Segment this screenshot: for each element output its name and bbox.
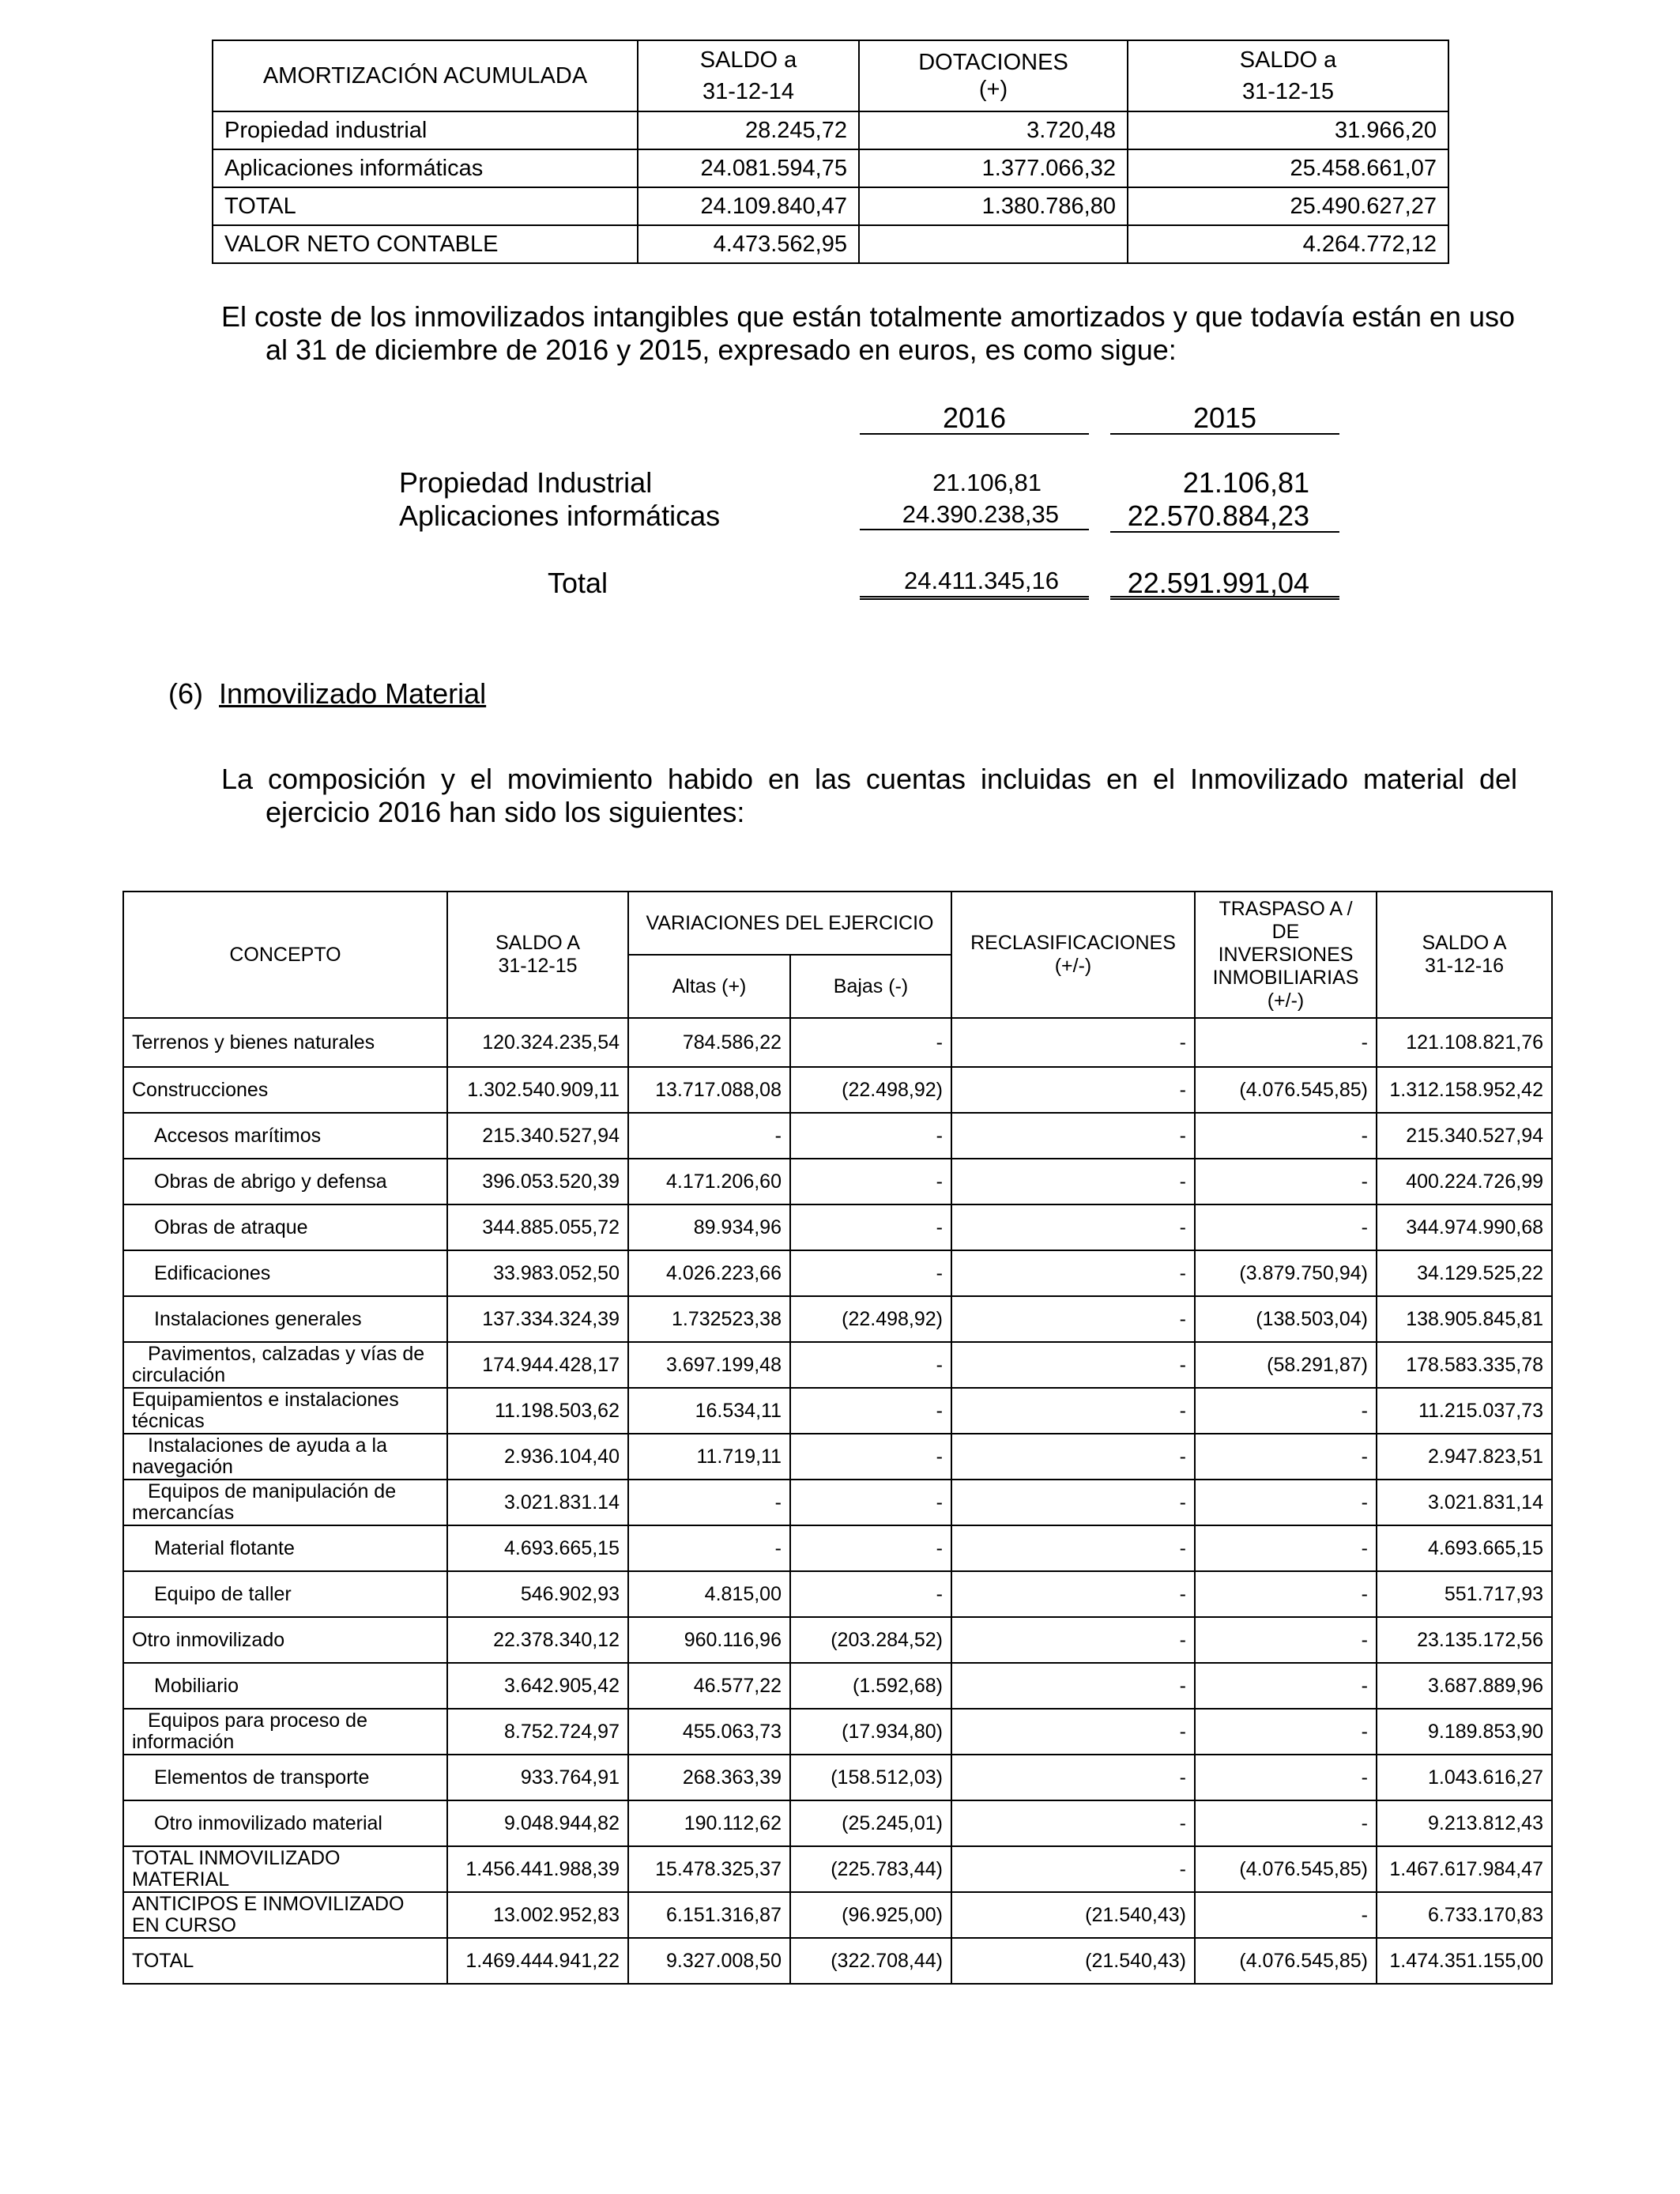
material-cell-saldo15: 11.198.503,62 xyxy=(447,1388,628,1434)
material-cell-concepto: Instalaciones de ayuda a la navegación xyxy=(123,1434,447,1480)
material-cell-saldo15: 546.902,93 xyxy=(447,1571,628,1617)
material-cell-traspaso: (3.879.750,94) xyxy=(1195,1250,1377,1296)
material-cell-reclas: - xyxy=(951,1480,1195,1525)
material-cell-saldo16: 11.215.037,73 xyxy=(1377,1388,1552,1434)
material-cell-bajas: - xyxy=(790,1434,951,1480)
material-row xyxy=(123,1800,1552,1846)
amortization-header-saldo-14: SALDO a 31-12-14 xyxy=(638,40,859,111)
material-cell-concepto: TOTAL xyxy=(123,1938,447,1984)
material-cell-reclas: - xyxy=(951,1250,1195,1296)
material-cell-concepto: Material flotante xyxy=(123,1525,447,1571)
amortization-cell-saldo-14: 24.109.840,47 xyxy=(638,187,859,225)
material-cell-saldo15: 3.021.831.14 xyxy=(447,1480,628,1525)
amortization-cell-label: Propiedad industrial xyxy=(213,111,638,149)
amortization-header-concept: AMORTIZACIÓN ACUMULADA xyxy=(213,40,638,111)
amortization-row xyxy=(213,225,1448,263)
material-cell-traspaso: - xyxy=(1195,1113,1377,1159)
material-intro-line2: ejercicio 2016 han sido los siguientes: xyxy=(266,796,745,828)
material-cell-reclas: - xyxy=(951,1846,1195,1892)
summary-2016-aplicaciones: 24.390.238,35 xyxy=(860,500,1089,530)
material-cell-saldo16: 1.474.351.155,00 xyxy=(1377,1938,1552,1984)
material-cell-altas: 89.934,96 xyxy=(628,1204,790,1250)
material-cell-saldo15: 8.752.724,97 xyxy=(447,1709,628,1755)
material-cell-saldo15: 22.378.340,12 xyxy=(447,1617,628,1663)
material-row xyxy=(123,1892,1552,1938)
material-row xyxy=(123,1846,1552,1892)
material-cell-bajas: - xyxy=(790,1159,951,1204)
material-cell-bajas: (22.498,92) xyxy=(790,1067,951,1113)
material-row xyxy=(123,1617,1552,1663)
material-cell-bajas: (17.934,80) xyxy=(790,1709,951,1755)
material-cell-bajas: - xyxy=(790,1571,951,1617)
material-cell-reclas: - xyxy=(951,1434,1195,1480)
material-cell-traspaso: (138.503,04) xyxy=(1195,1296,1377,1342)
material-cell-reclas: (21.540,43) xyxy=(951,1938,1195,1984)
material-cell-concepto: Pavimentos, calzadas y vías de circulación xyxy=(123,1342,447,1388)
amortization-cell-label: Aplicaciones informáticas xyxy=(213,149,638,187)
material-cell-saldo15: 33.983.052,50 xyxy=(447,1250,628,1296)
section-heading xyxy=(168,677,486,711)
amortization-cell-dotaciones xyxy=(859,225,1128,263)
material-row xyxy=(123,1113,1552,1159)
material-cell-saldo15: 13.002.952,83 xyxy=(447,1892,628,1938)
amortization-header-row xyxy=(213,40,1448,111)
material-cell-altas: - xyxy=(628,1113,790,1159)
material-cell-traspaso: (4.076.545,85) xyxy=(1195,1067,1377,1113)
material-row xyxy=(123,1018,1552,1067)
amortization-cell-saldo-14: 28.245,72 xyxy=(638,111,859,149)
amortization-table xyxy=(212,40,1449,264)
material-cell-concepto: Equipamientos e instalaciones técnicas xyxy=(123,1388,447,1434)
material-cell-saldo15: 4.693.665,15 xyxy=(447,1525,628,1571)
amortization-cell-saldo-15: 4.264.772,12 xyxy=(1128,225,1448,263)
material-cell-saldo15: 3.642.905,42 xyxy=(447,1663,628,1709)
material-row xyxy=(123,1571,1552,1617)
material-cell-reclas: - xyxy=(951,1018,1195,1067)
material-cell-saldo16: 34.129.525,22 xyxy=(1377,1250,1552,1296)
material-cell-concepto: Accesos marítimos xyxy=(123,1113,447,1159)
amortization-cell-saldo-15: 25.490.627,27 xyxy=(1128,187,1448,225)
material-cell-concepto: Elementos de transporte xyxy=(123,1755,447,1800)
section-number: (6) xyxy=(168,677,203,710)
material-row xyxy=(123,1755,1552,1800)
material-cell-traspaso: - xyxy=(1195,1663,1377,1709)
material-cell-altas: 784.586,22 xyxy=(628,1018,790,1067)
material-cell-traspaso: - xyxy=(1195,1204,1377,1250)
material-cell-altas: - xyxy=(628,1525,790,1571)
material-row xyxy=(123,1067,1552,1113)
material-cell-bajas: - xyxy=(790,1388,951,1434)
material-cell-concepto: Obras de abrigo y defensa xyxy=(123,1159,447,1204)
material-cell-bajas: (203.284,52) xyxy=(790,1617,951,1663)
summary-label-aplicaciones: Aplicaciones informáticas xyxy=(399,499,721,532)
material-cell-reclas: - xyxy=(951,1067,1195,1113)
summary-total-label: Total xyxy=(548,567,608,599)
material-cell-traspaso: - xyxy=(1195,1388,1377,1434)
material-cell-reclas: - xyxy=(951,1525,1195,1571)
material-cell-altas: 11.719,11 xyxy=(628,1434,790,1480)
material-cell-altas: 1.732523,38 xyxy=(628,1296,790,1342)
material-cell-reclas: - xyxy=(951,1571,1195,1617)
material-cell-reclas: - xyxy=(951,1204,1195,1250)
summary-total-2016: 24.411.345,16 xyxy=(860,567,1089,600)
material-cell-concepto: Equipos para proceso de información xyxy=(123,1709,447,1755)
material-cell-saldo16: 3.687.889,96 xyxy=(1377,1663,1552,1709)
material-cell-bajas: (96.925,00) xyxy=(790,1892,951,1938)
amortization-cell-saldo-15: 31.966,20 xyxy=(1128,111,1448,149)
material-cell-reclas: - xyxy=(951,1342,1195,1388)
material-cell-reclas: - xyxy=(951,1800,1195,1846)
material-cell-saldo16: 138.905.845,81 xyxy=(1377,1296,1552,1342)
intangible-note-paragraph xyxy=(221,300,1517,367)
material-cell-saldo16: 1.467.617.984,47 xyxy=(1377,1846,1552,1892)
material-row xyxy=(123,1388,1552,1434)
material-cell-saldo15: 137.334.324,39 xyxy=(447,1296,628,1342)
material-header-altas: Altas (+) xyxy=(628,955,790,1018)
summary-2015-propiedad: 21.106,81 xyxy=(1182,466,1309,499)
material-cell-traspaso: - xyxy=(1195,1434,1377,1480)
summary-year-2015: 2015 xyxy=(1110,401,1339,435)
material-row xyxy=(123,1204,1552,1250)
material-header-saldo-15: SALDO A 31-12-15 xyxy=(447,892,628,1018)
material-cell-altas: 4.815,00 xyxy=(628,1571,790,1617)
material-cell-traspaso: (58.291,87) xyxy=(1195,1342,1377,1388)
material-cell-concepto: Otro inmovilizado xyxy=(123,1617,447,1663)
material-row xyxy=(123,1525,1552,1571)
amortization-cell-dotaciones: 1.377.066,32 xyxy=(859,149,1128,187)
material-cell-saldo15: 1.302.540.909,11 xyxy=(447,1067,628,1113)
material-cell-saldo16: 4.693.665,15 xyxy=(1377,1525,1552,1571)
material-row xyxy=(123,1938,1552,1984)
material-header-concepto: CONCEPTO xyxy=(123,892,447,1018)
material-cell-saldo16: 3.021.831,14 xyxy=(1377,1480,1552,1525)
amortization-header-saldo-15: SALDO a 31-12-15 xyxy=(1128,40,1448,111)
material-cell-traspaso: - xyxy=(1195,1892,1377,1938)
material-row xyxy=(123,1342,1552,1388)
material-cell-concepto: Mobiliario xyxy=(123,1663,447,1709)
material-cell-traspaso: - xyxy=(1195,1571,1377,1617)
material-row xyxy=(123,1663,1552,1709)
amortization-cell-dotaciones: 1.380.786,80 xyxy=(859,187,1128,225)
material-cell-altas: 6.151.316,87 xyxy=(628,1892,790,1938)
material-assets-table xyxy=(122,891,1553,1985)
material-cell-concepto: Otro inmovilizado material xyxy=(123,1800,447,1846)
material-row xyxy=(123,1434,1552,1480)
material-row xyxy=(123,1159,1552,1204)
material-cell-bajas: - xyxy=(790,1204,951,1250)
material-cell-concepto: Construcciones xyxy=(123,1067,447,1113)
material-intro-line1: La composición y el movimiento habido en las cuentas incluidas en el Inmovilizado material del xyxy=(221,763,1517,795)
material-cell-saldo15: 9.048.944,82 xyxy=(447,1800,628,1846)
amortization-cell-label: VALOR NETO CONTABLE xyxy=(213,225,638,263)
material-cell-saldo15: 1.469.444.941,22 xyxy=(447,1938,628,1984)
summary-2015-aplicaciones: 22.570.884,23 xyxy=(1110,499,1339,533)
material-cell-bajas: - xyxy=(790,1018,951,1067)
material-cell-concepto: Terrenos y bienes naturales xyxy=(123,1018,447,1067)
material-cell-concepto: Obras de atraque xyxy=(123,1204,447,1250)
material-cell-bajas: - xyxy=(790,1250,951,1296)
material-cell-saldo16: 1.312.158.952,42 xyxy=(1377,1067,1552,1113)
material-cell-altas: 268.363,39 xyxy=(628,1755,790,1800)
summary-total-2015: 22.591.991,04 xyxy=(1110,567,1339,600)
material-cell-concepto: Edificaciones xyxy=(123,1250,447,1296)
material-cell-bajas: - xyxy=(790,1342,951,1388)
amortization-cell-saldo-14: 4.473.562,95 xyxy=(638,225,859,263)
material-cell-saldo16: 551.717,93 xyxy=(1377,1571,1552,1617)
material-cell-saldo16: 400.224.726,99 xyxy=(1377,1159,1552,1204)
summary-year-2016: 2016 xyxy=(860,401,1089,435)
material-cell-saldo15: 396.053.520,39 xyxy=(447,1159,628,1204)
material-cell-concepto: Equipos de manipulación de mercancías xyxy=(123,1480,447,1525)
material-cell-altas: 13.717.088,08 xyxy=(628,1067,790,1113)
material-header-saldo-16: SALDO A 31-12-16 xyxy=(1377,892,1552,1018)
material-cell-bajas: (158.512,03) xyxy=(790,1755,951,1800)
amortization-cell-dotaciones: 3.720,48 xyxy=(859,111,1128,149)
material-cell-reclas: - xyxy=(951,1388,1195,1434)
intangible-note-line2: al 31 de diciembre de 2016 y 2015, expresado en euros, es como sigue: xyxy=(266,334,1177,366)
material-cell-concepto: TOTAL INMOVILIZADO MATERIAL xyxy=(123,1846,447,1892)
material-cell-traspaso: - xyxy=(1195,1018,1377,1067)
material-header-variaciones: VARIACIONES DEL EJERCICIO xyxy=(628,892,951,955)
material-cell-altas: 4.171.206,60 xyxy=(628,1159,790,1204)
material-cell-bajas: (25.245,01) xyxy=(790,1800,951,1846)
material-cell-altas: 16.534,11 xyxy=(628,1388,790,1434)
material-cell-altas: 960.116,96 xyxy=(628,1617,790,1663)
material-cell-bajas: (1.592,68) xyxy=(790,1663,951,1709)
summary-label-propiedad: Propiedad Industrial xyxy=(399,466,653,499)
material-cell-saldo16: 9.189.853,90 xyxy=(1377,1709,1552,1755)
material-cell-reclas: (21.540,43) xyxy=(951,1892,1195,1938)
material-cell-bajas: (22.498,92) xyxy=(790,1296,951,1342)
material-cell-saldo16: 2.947.823,51 xyxy=(1377,1434,1552,1480)
material-cell-altas: - xyxy=(628,1480,790,1525)
material-cell-bajas: - xyxy=(790,1480,951,1525)
material-cell-saldo15: 174.944.428,17 xyxy=(447,1342,628,1388)
material-cell-saldo15: 2.936.104,40 xyxy=(447,1434,628,1480)
material-cell-reclas: - xyxy=(951,1709,1195,1755)
material-row xyxy=(123,1480,1552,1525)
material-cell-saldo16: 178.583.335,78 xyxy=(1377,1342,1552,1388)
material-cell-traspaso: - xyxy=(1195,1800,1377,1846)
material-cell-saldo16: 9.213.812,43 xyxy=(1377,1800,1552,1846)
material-cell-bajas: (322.708,44) xyxy=(790,1938,951,1984)
material-cell-bajas: - xyxy=(790,1113,951,1159)
amortization-header-dotaciones: DOTACIONES (+) xyxy=(859,40,1128,111)
material-cell-altas: 46.577,22 xyxy=(628,1663,790,1709)
material-cell-reclas: - xyxy=(951,1296,1195,1342)
material-cell-concepto: ANTICIPOS E INMOVILIZADO EN CURSO xyxy=(123,1892,447,1938)
amortization-row xyxy=(213,149,1448,187)
material-cell-saldo15: 933.764,91 xyxy=(447,1755,628,1800)
material-cell-reclas: - xyxy=(951,1159,1195,1204)
material-intro-paragraph xyxy=(221,763,1517,829)
material-cell-altas: 9.327.008,50 xyxy=(628,1938,790,1984)
material-cell-reclas: - xyxy=(951,1755,1195,1800)
material-cell-altas: 190.112,62 xyxy=(628,1800,790,1846)
material-cell-altas: 455.063,73 xyxy=(628,1709,790,1755)
material-cell-concepto: Equipo de taller xyxy=(123,1571,447,1617)
material-cell-saldo16: 6.733.170,83 xyxy=(1377,1892,1552,1938)
material-cell-saldo16: 121.108.821,76 xyxy=(1377,1018,1552,1067)
material-cell-saldo15: 120.324.235,54 xyxy=(447,1018,628,1067)
material-cell-altas: 4.026.223,66 xyxy=(628,1250,790,1296)
amortization-row xyxy=(213,187,1448,225)
material-cell-bajas: (225.783,44) xyxy=(790,1846,951,1892)
material-cell-bajas: - xyxy=(790,1525,951,1571)
material-cell-saldo15: 1.456.441.988,39 xyxy=(447,1846,628,1892)
material-cell-altas: 3.697.199,48 xyxy=(628,1342,790,1388)
material-cell-saldo16: 215.340.527,94 xyxy=(1377,1113,1552,1159)
material-cell-traspaso: - xyxy=(1195,1525,1377,1571)
material-cell-saldo15: 215.340.527,94 xyxy=(447,1113,628,1159)
material-header-traspaso: TRASPASO A / DE INVERSIONES INMOBILIARIAS (+/-) xyxy=(1195,892,1377,1018)
material-cell-saldo16: 1.043.616,27 xyxy=(1377,1755,1552,1800)
material-cell-saldo16: 23.135.172,56 xyxy=(1377,1617,1552,1663)
material-cell-reclas: - xyxy=(951,1663,1195,1709)
material-row xyxy=(123,1250,1552,1296)
material-cell-traspaso: - xyxy=(1195,1755,1377,1800)
material-cell-reclas: - xyxy=(951,1113,1195,1159)
amortization-cell-saldo-14: 24.081.594,75 xyxy=(638,149,859,187)
material-cell-traspaso: - xyxy=(1195,1159,1377,1204)
material-cell-traspaso: (4.076.545,85) xyxy=(1195,1938,1377,1984)
material-cell-traspaso: (4.076.545,85) xyxy=(1195,1846,1377,1892)
material-cell-concepto: Instalaciones generales xyxy=(123,1296,447,1342)
summary-2016-propiedad: 21.106,81 xyxy=(932,469,1042,496)
material-cell-saldo15: 344.885.055,72 xyxy=(447,1204,628,1250)
material-header-reclasificaciones: RECLASIFICACIONES (+/-) xyxy=(951,892,1195,1018)
material-row xyxy=(123,1296,1552,1342)
material-header-bajas: Bajas (-) xyxy=(790,955,951,1018)
amortization-cell-saldo-15: 25.458.661,07 xyxy=(1128,149,1448,187)
material-cell-reclas: - xyxy=(951,1617,1195,1663)
amortization-row xyxy=(213,111,1448,149)
material-cell-traspaso: - xyxy=(1195,1709,1377,1755)
intangible-note-line1: El coste de los inmovilizados intangibles que están totalmente amortizados y que todavía están en uso xyxy=(221,300,1515,333)
material-cell-traspaso: - xyxy=(1195,1617,1377,1663)
material-header-row-1 xyxy=(123,892,1552,955)
material-cell-saldo16: 344.974.990,68 xyxy=(1377,1204,1552,1250)
material-row xyxy=(123,1709,1552,1755)
material-cell-altas: 15.478.325,37 xyxy=(628,1846,790,1892)
amortization-cell-label: TOTAL xyxy=(213,187,638,225)
material-cell-traspaso: - xyxy=(1195,1480,1377,1525)
section-title: Inmovilizado Material xyxy=(219,677,487,710)
